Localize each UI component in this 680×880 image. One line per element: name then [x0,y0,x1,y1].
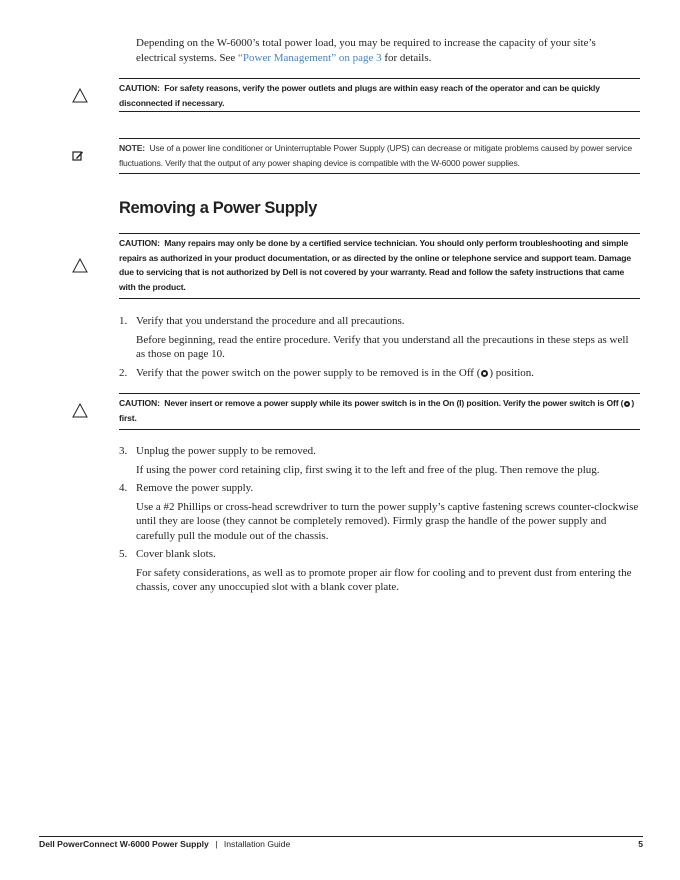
step-text: Cover blank slots. [136,548,216,560]
caution-icon [72,258,88,273]
step-text-before: Verify that the power switch on the power supply to be removed is in the Off ( [136,366,481,379]
step-number: 4. [119,482,128,494]
step-detail: If using the power cord retaining clip, first swing it to the left and free of the plug. Then remove the plug. [136,463,600,476]
steps-list-b [119,444,639,595]
note-box [119,138,640,174]
intro-text-before: Depending on the W-6000’s total power load, you may be required to increase the capacity of your site’s electrical systems. See [136,37,596,64]
step-number: 2. [119,366,128,379]
note-pencil-icon [72,150,84,162]
step-text [136,366,639,381]
power-off-symbol-icon [624,401,630,407]
steps-list-a [119,314,639,380]
caution-box-1 [119,78,640,112]
caution-icon [72,403,88,418]
intro-paragraph [136,36,636,65]
step-text-after: ) position. [489,366,535,379]
power-management-link[interactable]: “Power Management” on page 3 [238,51,382,64]
step-detail: Before beginning, read the entire procedure. Verify that you understand all the precautions in these steps as well as those on page 10. [136,333,629,360]
section-heading: Removing a Power Supply [119,199,318,217]
list-item [119,314,639,362]
list-item [119,481,639,543]
step-number: 3. [119,445,128,457]
note-label: NOTE: [119,143,145,153]
caution-box-2 [119,233,640,299]
intro-text-after: for details. [381,51,432,64]
page-number: 5 [638,839,643,849]
footer-subtitle: Installation Guide [223,839,291,849]
caution-text: For safety reasons, verify the power outlets and plugs are within easy reach of the operator and can be quickly disconnected if necessary. [119,83,600,108]
caution-text-b: ) position. Verify the power switch is Off ( [461,398,624,408]
list-item [119,547,639,595]
page-footer [39,839,643,849]
caution-label: CAUTION: [119,398,160,408]
caution-text-a: Never insert or remove a power supply while its power switch is in the On ( [164,398,460,408]
caution-icon [72,88,88,103]
step-detail: For safety considerations, as well as to promote proper air flow for cooling and to prevent dust from entering the chassis, cover any unoccupied slot with a blank cover plate. [136,566,632,593]
step-text: Remove the power supply. [136,482,254,494]
footer-separator: | [215,839,218,849]
power-off-symbol-icon [481,370,488,377]
step-text: Verify that you understand the procedure and all precautions. [136,315,405,327]
caution-label: CAUTION: [119,238,160,248]
footer-title: Dell PowerConnect W-6000 Power Supply [39,839,209,849]
caution-label: CAUTION: [119,83,160,93]
footer-divider [39,836,643,837]
list-item [119,366,639,381]
power-on-symbol: I [459,398,462,408]
note-text: Use of a power line conditioner or Uninterruptable Power Supply (UPS) can decrease or mitigate problems caused by power service fluctuations. Verify that the output of any power shaping device is compatible with the W-6000 power supplies. [119,143,632,168]
step-number: 5. [119,548,128,560]
step-text: Unplug the power supply to be removed. [136,445,316,457]
list-item [119,444,639,477]
caution-box-3 [119,393,640,430]
step-detail: Use a #2 Phillips or cross-head screwdriver to turn the power supply’s captive fastening screws counter-clockwise until they are loose (they cannot be completely removed). Firmly grasp the handle of the power supply and carefully pull the module out of the chassis. [136,500,639,542]
caution-text-c: ) first. [119,398,635,423]
step-number: 1. [119,315,128,327]
caution-text: Many repairs may only be done by a certified service technician. You should only perform troubleshooting and simple repairs as authorized in your product documentation, or as directed by the online or telephone service and support team. Damage due to servicing that is not authorized by Dell is not covered by your warranty. Read and follow the safety instructions that came with the product. [119,238,631,292]
